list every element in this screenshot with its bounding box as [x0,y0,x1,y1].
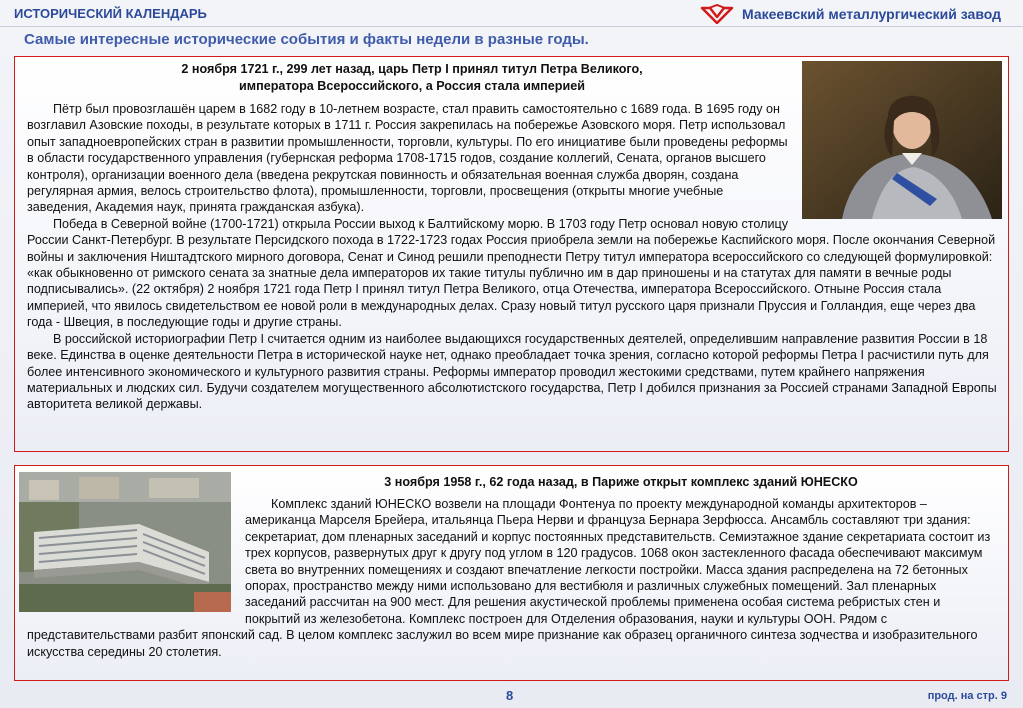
article2-body [27,496,996,660]
continued-link[interactable]: прод. на стр. 9 [927,690,1007,702]
article1-paragraph: Победа в Северной войне (1700-1721) открыла России выход к Балтийскому морю. В 1703 году Петр основал новую столицу России Санкт-Петербург. В результате Персидского похода в 1722-1723 годах Россия приобрела земли на побережье Каспийского моря. После окончания Северной войны и заключения Ништадтского мирного договора, Сенат и Синод решили преподнести Петру титул императора всероссийского со следующей формулировкой: «как обыкновенно от римского сената за знатные дела императоров их такие титулы публично им в дар приношены и на статутах для памяти в вечные роды подписывались». (22 октября) 2 ноября 1721 года Петр I принял титул Петра Великого, отца Отечества, императора Всероссийского. Отныне Россия стала империей, что явилось свидетельством ее новой роли в международных делах. Сразу новый титул русского царя признали Пруссия и Голландия, еще через два года - Швеция, в последующие годы и другие страны. [27,216,996,330]
article1-title-line2: императора Всероссийского, а Россия стала империей [239,79,585,93]
page-subtitle: Самые интересные исторические события и факты недели в разные годы. [24,31,589,48]
section-title: ИСТОРИЧЕСКИЙ КАЛЕНДАРЬ [14,6,207,21]
header-divider [0,26,1023,27]
article1-title-line1: 2 ноября 1721 г., 299 лет назад, царь Петр I принял титул Петра Великого, [181,62,643,76]
article1-paragraph: В российской историографии Петр I считается одним из наиболее выдающихся государственных деятелей, определившим направление развития России в 18 веке. Единства в оценке деятельности Петра в исторической науке нет, однако преобладает точка зрения, согласно которой реформы Петра I расчистили путь для более интенсивного экономического и культурного развития страны. Реформы император проводил жестокими средствами, путем крайнего напряжения материальных и людских сил. Будучи создателем могущественного абсолютистского государства, Петр I добился признания за Россией странами Западной Европы авторитета великой державы. [27,331,997,412]
page-number: 8 [506,688,514,703]
company-logo-icon [700,4,734,24]
article2-title: 3 ноября 1958 г., 62 года назад, в Париже открыт комплекс зданий ЮНЕСКО [384,475,858,489]
article1-body [27,101,1000,413]
article-unesco [14,465,1009,681]
company-header [700,4,1001,24]
article1-title [27,61,797,95]
company-name: Макеевский металлургический завод [741,6,1001,22]
article1-paragraph: Пётр был провозглашён царем в 1682 году в 10-летнем возрасте, стал править самостоятельно с 1689 года. В 1695 году он возглавил Азовские походы, в результате которых в 1711 г. Россия закрепилась на побережье Азовского моря. Петр использовал опыт западноевропейских стран в развитии промышленности, торговли, культуры. По его инициативе были проведены реформы в области государственного управления (губернская реформа 1708-1715 годов, создание коллегий, Сената, органов высшего контроля), организации военного дела (введена рекрутская повинность и обязательная военная служба дворян, создана регулярная армия, велось строительство флота), промышленности, торговли, просвещения (открыты многие учебные заведения, Академия наук, принята гражданская азбука). [27,102,788,215]
article-peter-the-great [14,56,1009,452]
article2-paragraph: Комплекс зданий ЮНЕСКО возвели на площади Фонтенуа по проекту международной команды архитекторов – американца Марселя Брейера, итальянца Пьера Нерви и француза Бернара Зерфюсса. Ансамбль составляют три здания: секретариат, дом пленарных заседаний и корпус постоянных представительств. Семиэтажное здание секретариата состоит из трех корпусов, развернутых друг к другу под углом в 120 градусов. 1068 окон застекленного фасада обеспечивают максимум света во внутренних помещениях и создают впечатление легкости постройки. Масса здания распределена на 72 бетонных опорах, пространство между ними использовано для вестибюля и различных служебных помещений. Зал пленарных заседаний рассчитан на 900 мест. Для решения акустической проблемы применена особая система ребристых стен и покрытий из железобетона. Комплекс построен для Отделения образования, науки и культуры ООН. Рядом с представительствами разбит японский сад. В целом комплекс заслужил во всем мире признание как образец органичного синтеза зодчества и изобразительного искусства середины 20 столетия. [27,497,991,659]
